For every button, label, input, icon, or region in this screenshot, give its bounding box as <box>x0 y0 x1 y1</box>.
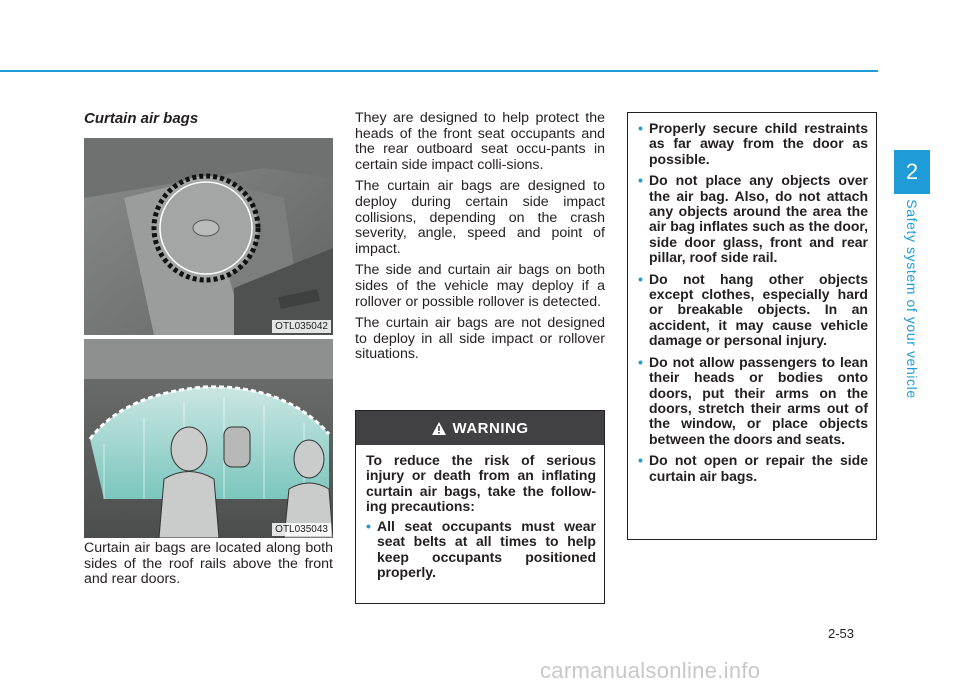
figure-code: OTL035043 <box>272 523 331 536</box>
precaution-bullet <box>638 173 868 265</box>
warning-intro: To reduce the risk of serious injury or death from an inflating curtain air bags, take the follow-ing precautions: <box>366 452 596 514</box>
bullet-icon: • <box>638 270 643 287</box>
bullet-text: All seat occupants must wear seat belts at all times to help keep occupants positioned properly. <box>377 518 596 581</box>
chapter-title-vertical <box>894 194 930 404</box>
bullet-text: Do not hang other objects except clothes, especially hard or breakable objects. In an accident, it may cause vehicle damage or personal injury. <box>649 270 868 349</box>
bullet-icon: • <box>638 452 643 469</box>
figure-airbag-module <box>84 138 333 335</box>
bullet-icon: • <box>366 518 371 535</box>
header-rule <box>0 70 878 72</box>
bullet-icon: • <box>638 172 643 189</box>
bullet-icon: • <box>638 120 643 136</box>
warning-header <box>356 411 604 445</box>
curtain-airbag-deployment-illustration <box>84 339 333 538</box>
warning-triangle-icon <box>432 422 446 435</box>
precautions-box <box>627 112 877 540</box>
chapter-title: Safety system of your vehicle <box>904 199 920 399</box>
precaution-bullet <box>638 272 868 349</box>
section-heading: Curtain air bags <box>84 110 199 127</box>
precaution-bullet <box>638 453 868 484</box>
warning-body <box>356 445 604 580</box>
chapter-number-tab[interactable]: 2 <box>894 150 930 194</box>
warning-box <box>355 410 605 604</box>
watermark-link[interactable]: carmanualsonline.info <box>540 658 761 683</box>
airbag-module-illustration <box>84 138 333 335</box>
bullet-icon: • <box>638 353 643 370</box>
bullet-text: Do not place any objects over the air bag. Also, do not attach any objects around the area the air bag inflates such as the door, side door glass, front and rear pillar, roof side rail. <box>649 172 868 266</box>
precaution-bullet <box>638 121 868 167</box>
left-column-text <box>84 541 333 594</box>
warning-label: WARNING <box>452 419 529 437</box>
paragraph: Curtain air bags are located along both sides of the roof rails above the front and rear doors. <box>84 540 333 588</box>
figure-code: OTL035042 <box>272 320 331 333</box>
figure-curtain-airbag <box>84 339 333 538</box>
paragraph: They are designed to help protect the heads of the front seat occupants and the rear outboard seat occu-pants in certain side impact colli-sions. <box>355 110 605 173</box>
bullet-text: Properly secure child restraints as far away from the door as possible. <box>649 120 868 167</box>
paragraph: The curtain air bags are designed to deploy during certain side impact collisions, depending on the crash severity, angle, speed and point of impact. <box>355 178 605 257</box>
paragraph: The curtain air bags are not designed to deploy in all side impact or rollover situations. <box>355 315 605 363</box>
page-number: 2-53 <box>828 626 855 641</box>
bullet-text: Do not open or repair the side curtain air bags. <box>649 452 868 484</box>
warning-bullet <box>366 519 596 580</box>
middle-column-text <box>355 111 605 369</box>
precaution-bullet <box>638 355 868 447</box>
paragraph: The side and curtain air bags on both sides of the vehicle may deploy if a rollover or possible rollover is detected. <box>355 262 605 310</box>
bullet-text: Do not allow passengers to lean their heads or bodies onto doors, put their arms on the doors, stretch their arms out of the window, or place objects between the doors and seats. <box>649 353 868 447</box>
